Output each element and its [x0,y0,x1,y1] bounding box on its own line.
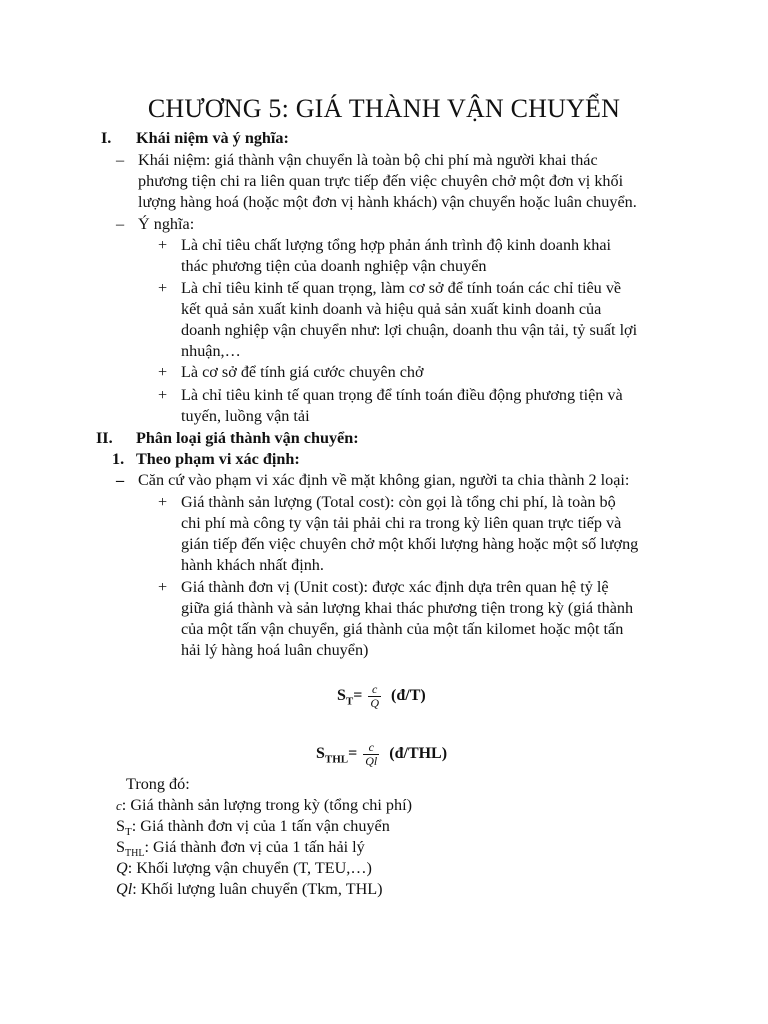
formula-lhs: S [337,687,346,705]
section-2-number: II. [96,429,113,447]
plus-marker: + [158,363,168,381]
legend-subscript: THL [125,848,145,860]
legend-text: : Khối lượng vận chuyển (T, TEU,…) [127,859,372,877]
section-1-number: I. [101,129,112,147]
meaning-bullet-line: Là chỉ tiêu kinh tế quan trọng để tính toán điều động phương tiện và [181,386,623,404]
legend-text: : Giá thành đơn vị của 1 tấn hải lý [144,838,365,856]
fraction-numerator: c [368,683,381,697]
formula-unit: (đ/T) [391,687,426,705]
dash-marker: – [116,151,125,169]
legend-text: : Giá thành đơn vị của 1 tấn vận chuyển [131,817,390,835]
unit-cost-line: giữa giá thành và sản lượng khai thác phương tiện trong kỳ (giá thành [181,599,634,617]
legend-symbol: c [116,798,122,813]
formula-subscript: THL [324,753,349,766]
formula-unit-cost-per-ton [337,683,426,712]
formula-fraction [363,741,379,768]
meaning-bullet-line: Là chỉ tiêu kinh tế quan trọng, làm cơ sở để tính toán các chỉ tiêu về [181,279,622,297]
subsection-number: 1. [112,450,125,468]
dash-marker: – [116,215,125,233]
concept-line: Khái niệm: giá thành vận chuyển là toàn bộ chi phí mà người khai thác [138,151,598,169]
fraction-numerator: c [363,741,379,755]
legend-item-q [116,858,372,879]
meaning-bullet-line: Là cơ sở để tính giá cước chuyên chở [181,363,424,381]
formula-equals: = [353,687,363,705]
legend-text: : Khối lượng luân chuyển (Tkm, THL) [132,880,383,898]
formula-subscript: T [345,695,354,708]
plus-marker: + [158,386,168,404]
total-cost-line: chi phí mà công ty vận tải phải chi ra trong kỳ liên quan trực tiếp và [181,514,622,532]
meaning-bullet-line: Là chỉ tiêu chất lượng tổng hợp phản ánh trình độ kinh doanh khai [181,236,612,254]
formula-lhs: S [316,745,325,763]
meaning-bullet-line: tuyến, luồng vận tải [181,407,310,425]
meaning-bullet-line: nhuận,… [181,342,241,360]
fraction-denominator: Q [370,696,380,710]
chapter-title: CHƯƠNG 5: GIÁ THÀNH VẬN CHUYỂN [147,94,621,123]
concept-line: phương tiện chi ra liên quan trực tiếp đến việc chuyên chở một đơn vị khối [138,172,624,190]
legend-symbol: Q [116,859,128,877]
dash-marker: – [116,471,125,489]
unit-cost-line: Giá thành đơn vị (Unit cost): được xác định dựa trên quan hệ tỷ lệ [181,578,609,596]
section-2-heading: Phân loại giá thành vận chuyển: [136,429,359,447]
legend-symbol: S [116,817,126,835]
meaning-bullet-line: doanh nghiệp vận chuyển như: lợi chuận, doanh thu vận tải, tỷ suất lợi [181,321,638,339]
legend-text: : Giá thành sản lượng trong kỳ (tổng chi phí) [121,796,413,814]
formula-equals: = [348,745,358,763]
unit-cost-line: của một tấn vận chuyển, giá thành của một tấn kilomet hoặc một tấn [181,620,624,638]
meaning-label: Ý nghĩa: [138,215,195,233]
meaning-bullet-line: thác phương tiện của doanh nghiệp vận chuyển [181,257,487,275]
plus-marker: + [158,493,168,511]
formula-unit-cost-per-ton-nautical-mile [316,741,447,770]
legend-subscript: T [125,826,132,839]
legend-symbol: S [116,838,126,856]
meaning-bullet-line: kết quả sản xuất kinh doanh và hiệu quả sản xuất kinh doanh của [181,300,602,318]
section-1-heading: Khái niệm và ý nghĩa: [136,129,289,147]
formula-fraction [368,683,381,710]
legend-item-c [116,795,412,816]
total-cost-line: hành khách nhất định. [181,556,324,574]
plus-marker: + [158,236,168,254]
formula-unit: (đ/THL) [389,745,448,763]
plus-marker: + [158,578,168,596]
classification-basis: Căn cứ vào phạm vi xác định về mặt không gian, người ta chia thành 2 loại: [138,471,630,489]
plus-marker: + [158,279,168,297]
concept-line: lượng hàng hoá (hoặc một đơn vị hành khách) vận chuyển hoặc luân chuyển. [138,193,637,211]
fraction-denominator: Ql [365,754,378,768]
legend-item-ql [116,879,383,900]
unit-cost-line: hải lý hàng hoá luân chuyển) [181,641,369,659]
subsection-heading: Theo phạm vi xác định: [136,450,300,468]
total-cost-line: gián tiếp đến việc chuyên chở một khối lượng hàng hoặc một số lượng [181,535,639,553]
legend-symbol: Ql [116,880,133,898]
legend-intro: Trong đó: [126,775,190,793]
total-cost-line: Giá thành sản lượng (Total cost): còn gọi là tổng chi phí, là toàn bộ [181,493,616,511]
